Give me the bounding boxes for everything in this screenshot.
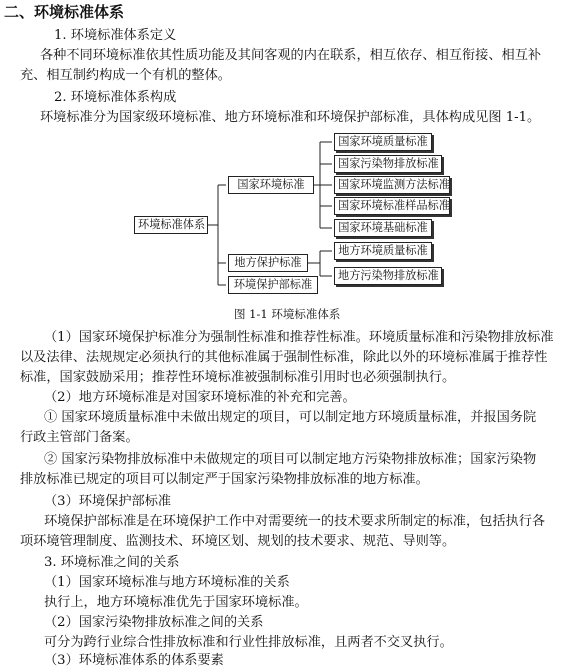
- paragraph-line: （2）国家污染物排放标准之间的关系: [44, 615, 264, 630]
- national-child-node: 国家环境基础标准: [334, 219, 432, 237]
- local-standards-node: 地方保护标准: [228, 254, 308, 272]
- paragraph-line: 项环境管理制度、监测技术、环境区划、规划的技术要求、规范、导则等。: [20, 534, 456, 549]
- subheading-composition: 2. 环境标准体系构成: [54, 90, 177, 105]
- paragraph-line: （2）地方环境标准是对国家环境标准的补充和完善。: [44, 390, 356, 405]
- paragraph-line: 标准，国家鼓励采用；推荐性环境标准被强制标准引用时也必须强制执行。: [20, 370, 456, 385]
- local-child-node: 地方污染物排放标准: [334, 267, 442, 285]
- national-child-node: 国家环境质量标准: [334, 133, 432, 151]
- national-child-node: 国家环境监测方法标准: [334, 176, 450, 194]
- ministry-standards-node: 环境保护部标准: [228, 276, 318, 294]
- section-title: 二、环境标准体系: [4, 3, 125, 21]
- national-standards-node: 国家环境标准: [228, 176, 314, 194]
- paragraph-line: 以及法律、法规规定必须执行的其他标准属于强制性标准，除此以外的环境标准属于推荐性: [20, 350, 548, 365]
- paragraph-line: （3）环境标准体系的体系要素: [44, 653, 224, 668]
- national-child-node: 国家环境标准样品标准: [334, 197, 450, 215]
- paragraph-line: （3）环境保护部标准: [44, 494, 172, 509]
- paragraph-line: 环境保护部标准是在环境保护工作中对需要统一的技术要求所制定的标准，包括执行各: [44, 514, 546, 529]
- subheading-definition: 1. 环境标准体系定义: [54, 28, 177, 43]
- paragraph-line: 充、相互制约构成一个有机的整体。: [20, 68, 231, 83]
- national-child-node: 国家污染物排放标准: [334, 155, 442, 173]
- paragraph-line: ② 国家污染物排放标准中未做规定的项目可以制定地方污染物排放标准；国家污染物: [44, 452, 537, 467]
- figure-caption: 图 1-1 环境标准体系: [234, 307, 341, 321]
- paragraph-line: （1）国家环境标准与地方环境标准的关系: [44, 575, 290, 590]
- paragraph-line: 行政主管部门备案。: [20, 430, 139, 445]
- subheading-relations: 3. 环境标准之间的关系: [44, 555, 180, 570]
- paragraph-line: 排放标准已规定的项目可以制定严于国家污染物排放标准的地方标准。: [20, 472, 429, 487]
- paragraph-line: 环境标准分为国家级环境标准、地方环境标准和环境保护部标准，具体构成见图 1-1。: [40, 110, 541, 125]
- paragraph-line: （1）国家环境保护标准分为强制性标准和推荐性标准。环境质量标准和污染物排放标准: [44, 330, 554, 345]
- local-child-node: 地方环境质量标准: [334, 242, 432, 260]
- paragraph-line: 各种不同环境标准依其性质功能及其间客观的内在联系，相互依存、相互衔接、相互补: [40, 48, 542, 63]
- paragraph-line: ① 国家环境质量标准中未做出规定的项目，可以制定地方环境质量标准，并报国务院: [44, 410, 537, 425]
- standards-structure-diagram: [0, 128, 580, 328]
- root-node: 环境标准体系: [134, 216, 208, 234]
- connector-lines: [0, 128, 580, 328]
- paragraph-line: 可分为跨行业综合性排放标准和行业性排放标准，且两者不交叉执行。: [44, 635, 453, 650]
- paragraph-line: 执行上，地方环境标准优先于国家环境标准。: [44, 595, 308, 610]
